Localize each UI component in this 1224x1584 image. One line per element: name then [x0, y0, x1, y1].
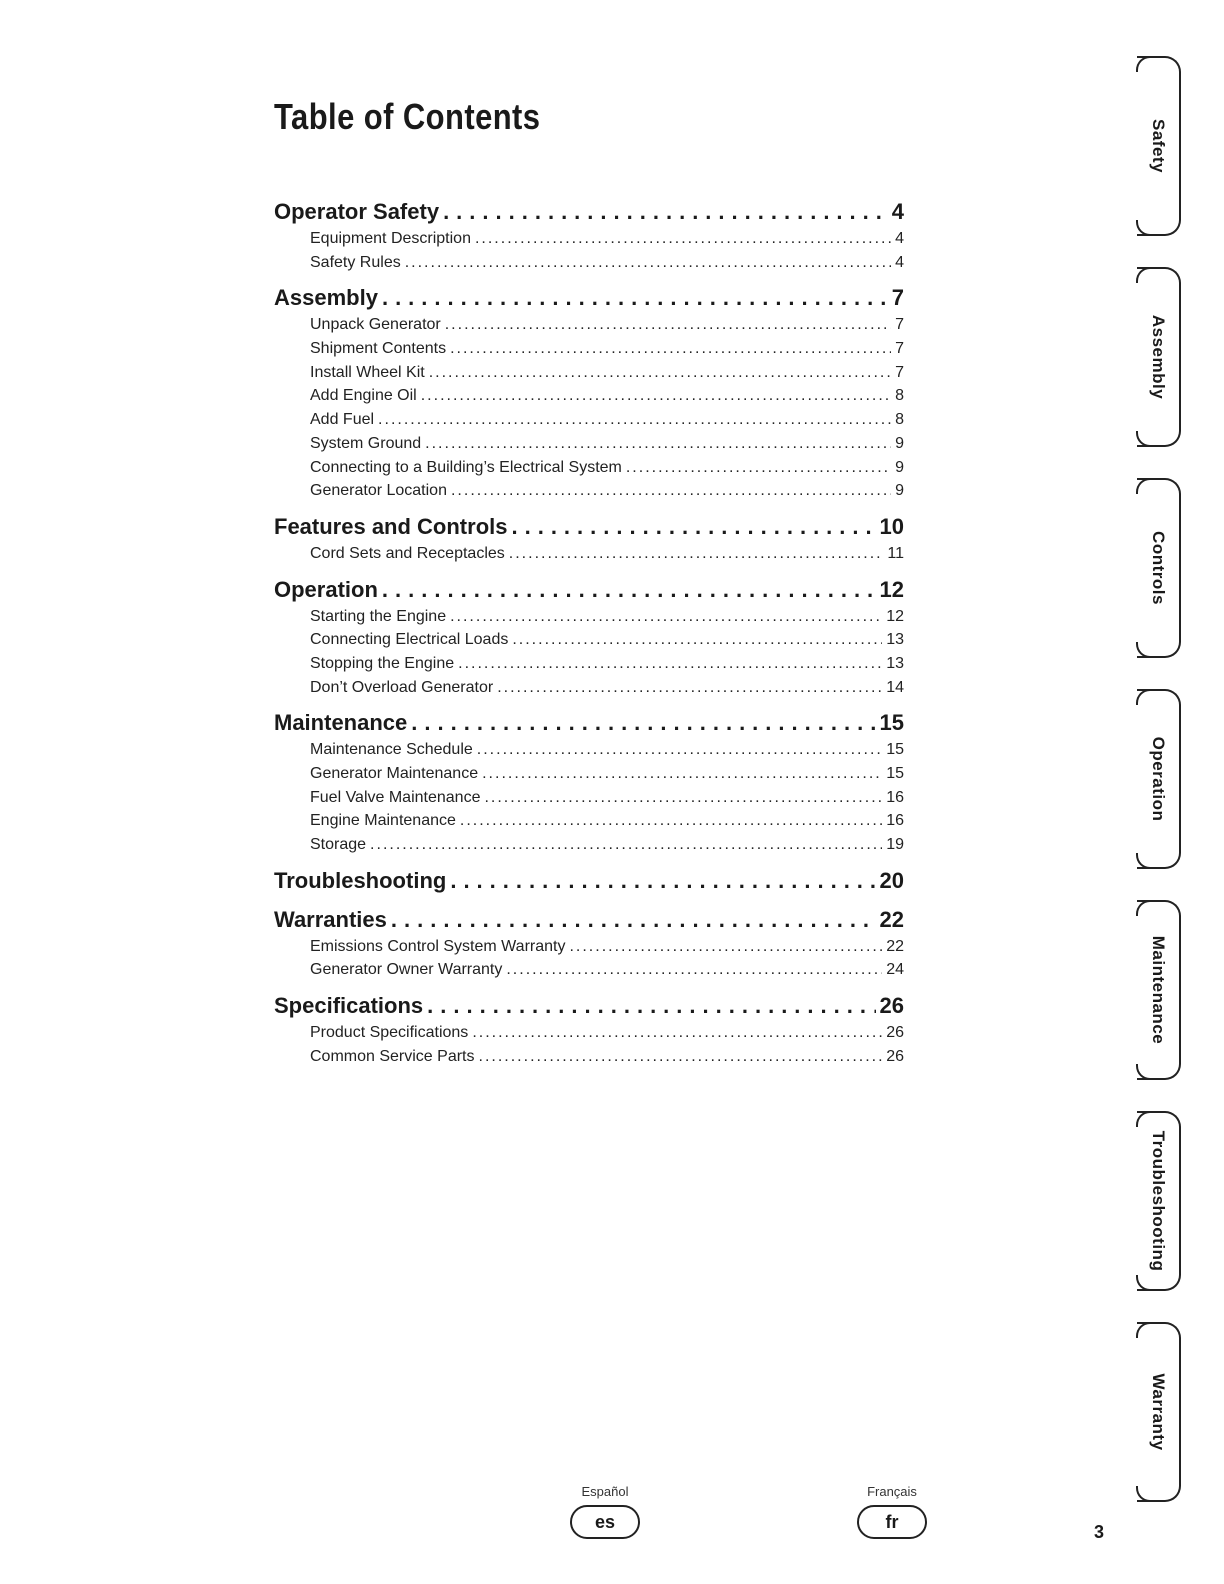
dot-leader	[460, 809, 882, 833]
entry-page: 4	[895, 230, 904, 247]
toc-section-entry[interactable]	[274, 707, 904, 738]
toc-entry[interactable]	[274, 762, 904, 786]
toc-entry[interactable]	[274, 479, 904, 503]
side-tab-label: Warranty	[1149, 1373, 1168, 1451]
entry-title: Don’t Overload Generator	[310, 678, 494, 696]
entry-page: 13	[886, 654, 904, 672]
toc-entry[interactable]	[274, 1021, 904, 1045]
language-link-fr[interactable]	[852, 1484, 932, 1539]
dot-leader	[382, 282, 888, 313]
toc-entry[interactable]	[274, 833, 904, 857]
entry-page: 15	[886, 741, 904, 759]
entry-page: 7	[895, 316, 904, 334]
dot-leader	[477, 738, 882, 762]
entry-title: Add Engine Oil	[310, 387, 417, 405]
table-of-contents	[274, 196, 904, 1077]
page-number: 3	[1094, 1522, 1105, 1542]
toc-entry[interactable]	[274, 542, 904, 566]
dot-leader	[405, 251, 891, 275]
section-page: 7	[891, 285, 904, 311]
side-tab-operation[interactable]	[1137, 689, 1181, 869]
section-page: 20	[879, 867, 904, 893]
entry-page: 26	[886, 1024, 904, 1042]
entry-title: Stopping the Engine	[310, 654, 455, 672]
dot-leader	[450, 605, 882, 629]
side-tab-label: Operation	[1149, 736, 1168, 822]
entry-page: 8	[895, 387, 904, 405]
section-title: Warranties	[274, 906, 387, 932]
entry-page: 12	[886, 607, 904, 625]
dot-leader	[512, 628, 882, 652]
dot-leader	[511, 511, 875, 542]
language-code-badge: es	[570, 1505, 640, 1539]
toc-entry[interactable]	[274, 738, 904, 762]
toc-section-entry[interactable]	[274, 282, 904, 313]
toc-section	[274, 196, 904, 274]
side-tab-controls[interactable]	[1137, 478, 1181, 658]
entry-page: 16	[886, 812, 904, 830]
toc-section-entry[interactable]	[274, 511, 904, 542]
entry-title: System Ground	[310, 434, 422, 452]
dot-leader	[391, 904, 876, 935]
entry-title: Fuel Valve Maintenance	[310, 788, 481, 806]
toc-section	[274, 707, 904, 856]
dot-leader	[425, 432, 891, 456]
dot-leader	[506, 958, 882, 982]
side-tab-safety[interactable]	[1137, 56, 1181, 236]
language-link-es[interactable]	[565, 1484, 645, 1539]
toc-entry[interactable]	[274, 786, 904, 810]
entry-title: Unpack Generator	[310, 316, 441, 334]
entry-page: 13	[886, 631, 904, 649]
dot-leader	[479, 1045, 883, 1069]
dot-leader	[445, 313, 891, 337]
toc-entry[interactable]	[274, 676, 904, 700]
toc-entry[interactable]	[274, 251, 904, 275]
entry-page: 11	[887, 544, 904, 562]
entry-title: Cord Sets and Receptacles	[310, 544, 505, 562]
section-page: 15	[879, 710, 904, 736]
toc-section-entry[interactable]	[274, 904, 904, 935]
entry-title: Equipment Description	[310, 230, 471, 247]
entry-page: 8	[895, 411, 904, 429]
dot-leader	[450, 337, 891, 361]
side-tab-assembly[interactable]	[1137, 267, 1181, 447]
toc-entry[interactable]	[274, 605, 904, 629]
side-tab-maintenance[interactable]	[1137, 900, 1181, 1080]
side-tab-label: Assembly	[1149, 314, 1168, 400]
side-tab-label: Controls	[1149, 531, 1168, 605]
toc-entry[interactable]	[274, 337, 904, 361]
entry-title: Connecting Electrical Loads	[310, 631, 509, 649]
toc-entry[interactable]	[274, 935, 904, 959]
entry-title: Maintenance Schedule	[310, 741, 473, 759]
entry-page: 7	[895, 340, 904, 358]
toc-entry[interactable]	[274, 313, 904, 337]
toc-section	[274, 511, 904, 566]
toc-section-entry[interactable]	[274, 574, 904, 605]
dot-leader	[421, 384, 891, 408]
dot-leader	[427, 990, 875, 1021]
entry-page: 9	[895, 434, 904, 452]
entry-title: Emissions Control System Warranty	[310, 937, 566, 955]
entry-page: 19	[886, 836, 904, 854]
side-tab-label: Safety	[1149, 118, 1168, 174]
dot-leader	[626, 456, 891, 480]
dot-leader	[443, 196, 888, 227]
language-name: Français	[867, 1484, 917, 1499]
side-tab-warranty[interactable]	[1137, 1322, 1181, 1502]
dot-leader	[451, 479, 891, 503]
entry-page: 15	[886, 765, 904, 782]
section-title: Assembly	[274, 285, 378, 311]
dot-leader	[370, 833, 882, 857]
toc-entry[interactable]	[274, 384, 904, 408]
toc-entry[interactable]	[274, 227, 904, 251]
dot-leader	[411, 707, 875, 738]
dot-leader	[378, 408, 891, 432]
dot-leader	[472, 1021, 882, 1045]
language-name: Español	[581, 1484, 629, 1499]
dot-leader	[475, 227, 891, 251]
entry-page: 9	[895, 482, 904, 500]
toc-entry[interactable]	[274, 408, 904, 432]
dot-leader	[482, 762, 882, 786]
entry-title: Generator Maintenance	[310, 765, 479, 782]
entry-title: Common Service Parts	[310, 1047, 475, 1065]
entry-title: Generator Owner Warranty	[310, 961, 503, 979]
section-title: Specifications	[274, 993, 424, 1019]
toc-entry[interactable]	[274, 1045, 904, 1069]
entry-page: 14	[886, 678, 904, 696]
entry-page: 24	[886, 961, 904, 979]
dot-leader	[450, 865, 875, 896]
page-title: Table of Contents	[274, 96, 541, 137]
toc-entry[interactable]	[274, 456, 904, 480]
toc-section	[274, 904, 904, 982]
toc-entry[interactable]	[274, 809, 904, 833]
section-page: 4	[891, 199, 904, 224]
entry-title: Install Wheel Kit	[310, 363, 425, 381]
dot-leader	[458, 652, 882, 676]
entry-page: 16	[886, 788, 904, 806]
entry-title: Generator Location	[310, 482, 447, 500]
entry-title: Add Fuel	[310, 411, 375, 429]
toc-section	[274, 282, 904, 503]
toc-section	[274, 865, 904, 896]
entry-title: Connecting to a Building’s Electrical System	[310, 458, 622, 476]
toc-section-entry[interactable]	[274, 990, 904, 1021]
dot-leader	[382, 574, 876, 605]
language-code-badge: fr	[857, 1505, 927, 1539]
toc-section-entry[interactable]	[274, 865, 904, 896]
toc-section	[274, 990, 904, 1068]
dot-leader	[509, 542, 884, 566]
toc-entry[interactable]	[274, 432, 904, 456]
section-page: 10	[879, 513, 904, 539]
entry-title: Product Specifications	[310, 1024, 469, 1042]
entry-page: 7	[895, 363, 904, 381]
toc-entry[interactable]	[274, 628, 904, 652]
dot-leader	[429, 361, 891, 385]
toc-entry[interactable]	[274, 652, 904, 676]
dot-leader	[484, 786, 882, 810]
toc-section-entry[interactable]	[274, 196, 904, 227]
section-title: Troubleshooting	[274, 867, 447, 893]
section-title: Features and Controls	[274, 513, 508, 539]
entry-title: Shipment Contents	[310, 340, 447, 358]
entry-title: Engine Maintenance	[310, 812, 456, 830]
toc-entry[interactable]	[274, 958, 904, 982]
section-page: 22	[879, 906, 904, 932]
entry-page: 22	[886, 937, 904, 955]
section-title: Operation	[274, 576, 378, 602]
dot-leader	[569, 935, 882, 959]
entry-title: Storage	[310, 836, 367, 854]
section-page: 26	[879, 993, 904, 1019]
entry-title: Safety Rules	[310, 253, 401, 271]
entry-page: 26	[886, 1047, 904, 1065]
entry-title: Starting the Engine	[310, 607, 447, 625]
side-tab-label: Troubleshooting	[1149, 1130, 1168, 1272]
side-tab-label: Maintenance	[1149, 935, 1168, 1045]
entry-page: 4	[895, 253, 904, 271]
toc-entry[interactable]	[274, 361, 904, 385]
section-title: Operator Safety	[274, 199, 440, 224]
entry-page: 9	[895, 458, 904, 476]
dot-leader	[497, 676, 882, 700]
toc-section	[274, 574, 904, 700]
side-tab-troubleshooting[interactable]	[1137, 1111, 1181, 1291]
section-title: Maintenance	[274, 710, 408, 736]
section-page: 12	[879, 576, 904, 602]
